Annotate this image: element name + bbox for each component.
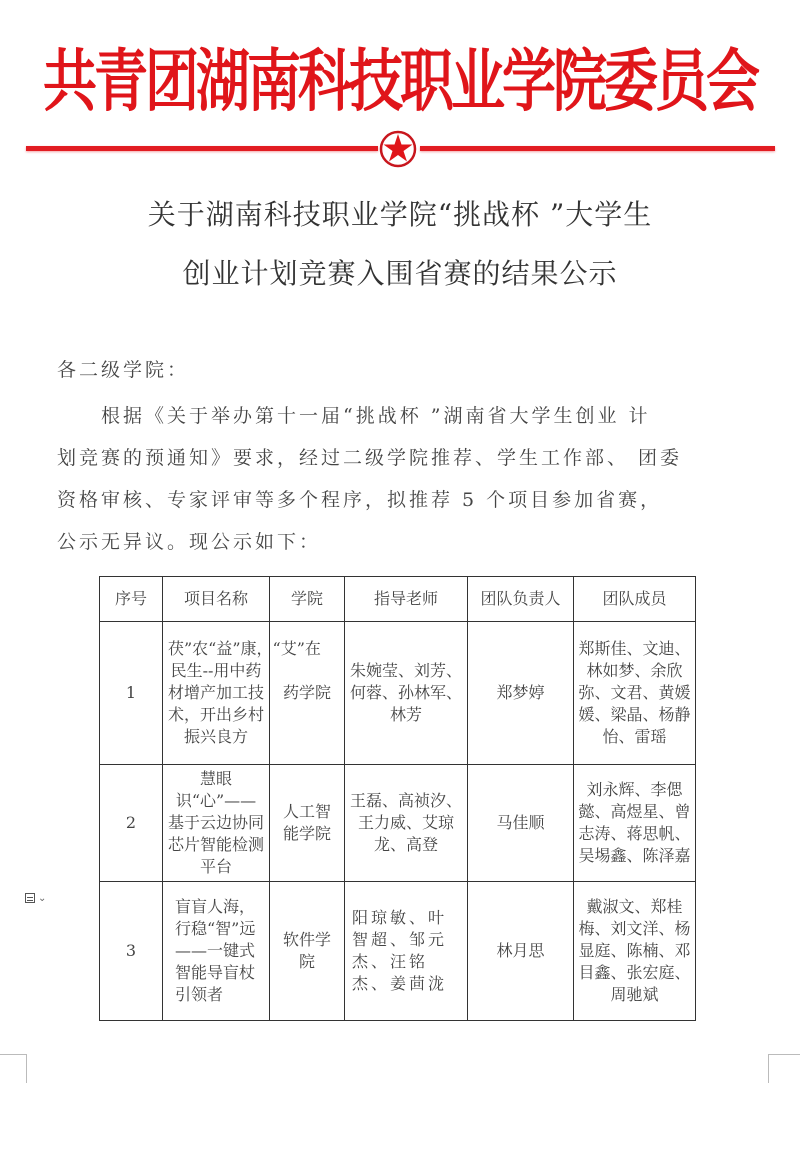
header-no: 序号 (100, 577, 163, 622)
header-leader: 团队负责人 (468, 577, 574, 622)
cell-no: 3 (100, 882, 163, 1021)
layout-options-button[interactable] (25, 891, 57, 905)
advisor-names: 阳琼敏、叶智超、邹元杰、汪铭杰、姜茴泷 (352, 908, 448, 993)
member-names: 戴淑文、郑桂梅、刘文洋、杨显庭、陈楠、邓目鑫、张宏庭、周驰斌 (578, 897, 691, 1004)
header-members: 团队成员 (574, 577, 696, 622)
project-name: 盲盲人海，行稳“智”远——一键式智能导盲杖引领者 (175, 897, 256, 1004)
cell-no: 1 (100, 622, 163, 765)
paragraph-line: 根据《关于举办第十一届“挑战杯 ”湖南省大学生创业 计 (57, 405, 651, 427)
project-name: 慧眼识“心”——基于云边协同芯片智能检测平台 (168, 769, 265, 876)
paragraph-line: 划竞赛的预通知》要求，经过二级学院推荐、学生工作部、 团委 (57, 447, 683, 469)
header-college: 学院 (270, 577, 345, 622)
cell-leader: 林月思 (468, 882, 574, 1021)
table-row (100, 622, 696, 765)
member-names: 郑斯佳、文迪、林如梦、余欣弥、文君、黄媛媛、梁晶、杨静怡、雷瑶 (578, 639, 691, 746)
chevron-down-icon: ⌄ (38, 892, 47, 904)
document-title-line-1: 关于湖南科技职业学院“挑战杯 ”大学生 (147, 198, 653, 231)
red-star-emblem-icon (378, 129, 418, 169)
project-name: 茯”农“益”康，“艾”在民生--用中药材增产加工技术，开出乡村振兴良方 (168, 639, 321, 746)
cell-advisors (345, 765, 468, 882)
header-project: 项目名称 (163, 577, 270, 622)
cell-advisors (345, 622, 468, 765)
organization-masthead: 共青团湖南科技职业学院委员会 (43, 41, 757, 121)
college-name: 软件学院 (282, 930, 331, 971)
cell-project (163, 765, 270, 882)
cell-members (574, 765, 696, 882)
table-header-row (100, 577, 696, 622)
college-name: 人工智能学院 (282, 802, 331, 843)
advisor-names: 王磊、高祯汐、王力威、艾琼龙、高登 (350, 791, 463, 854)
cell-advisors (345, 882, 468, 1021)
cell-members (574, 622, 696, 765)
paragraph-line: 公示无异议。现公示如下： (57, 531, 322, 553)
page-corner-mark-right (768, 1054, 800, 1083)
cell-leader: 郑梦婷 (468, 622, 574, 765)
college-name: 药学院 (282, 683, 331, 702)
document-title-line-2: 创业计划竞赛入围省赛的结果公示 (182, 257, 618, 290)
results-table (99, 576, 696, 1021)
cell-college (270, 882, 345, 1021)
cell-no: 2 (100, 765, 163, 882)
cell-members (574, 882, 696, 1021)
layout-options-icon (25, 893, 35, 903)
red-divider-left (26, 146, 378, 151)
cell-leader: 马佳顺 (468, 765, 574, 882)
page-corner-mark-left (0, 1054, 27, 1083)
table-row (100, 882, 696, 1021)
advisor-names: 朱婉莹、刘芳、何蓉、孙林军、林芳 (350, 661, 463, 724)
member-names: 刘永辉、李偲懿、高煜星、曾志涛、蒋思帆、吴埸鑫、陈泽嘉 (578, 780, 691, 865)
cell-project (163, 882, 270, 1021)
header-advisors: 指导老师 (345, 577, 468, 622)
paragraph-line: 资格审核、专家评审等多个程序，拟推荐 5 个项目参加省赛， (57, 489, 663, 511)
salutation: 各二级学院： (57, 359, 190, 381)
cell-college (270, 765, 345, 882)
table-row (100, 765, 696, 882)
red-divider-right (420, 146, 775, 151)
